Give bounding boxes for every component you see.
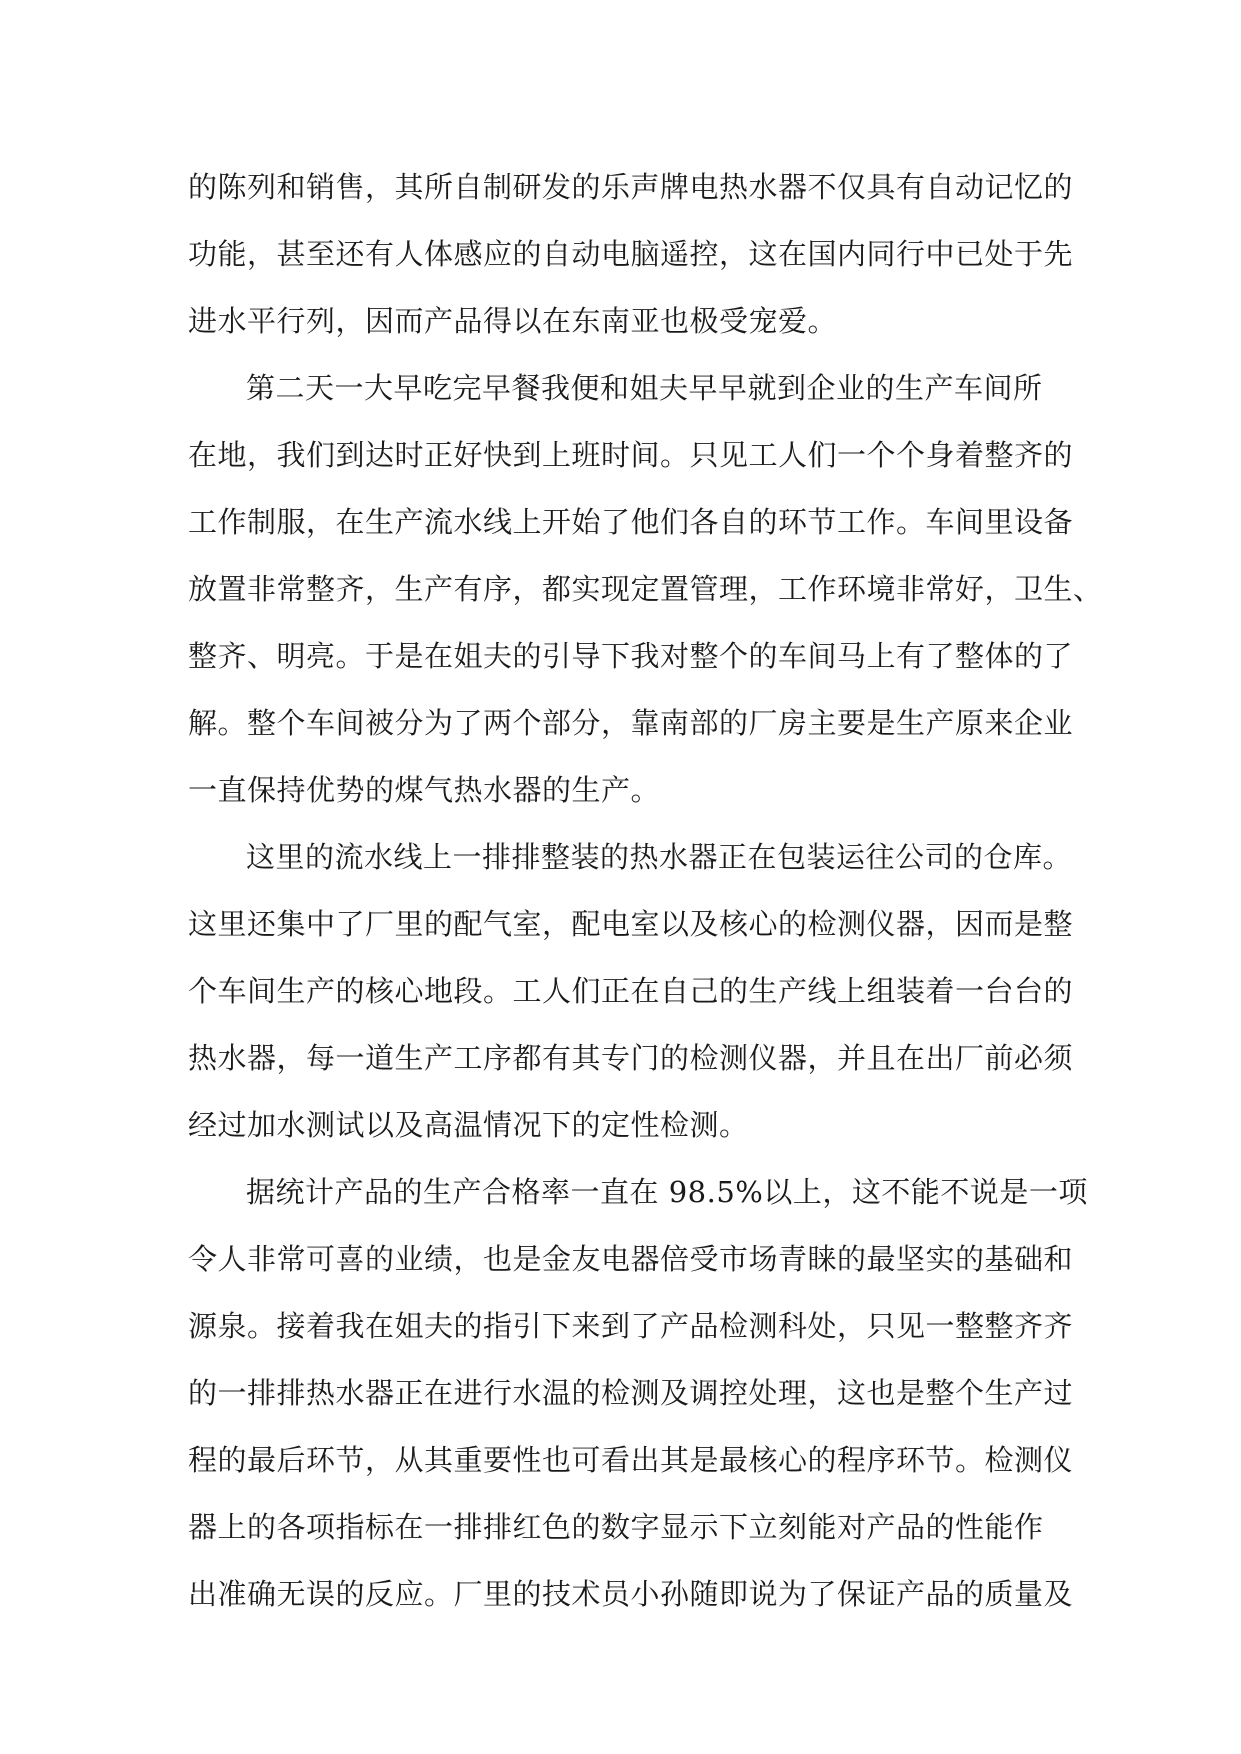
text-line: 个车间生产的核心地段。工人们正在自己的生产线上组装着一台台的: [188, 974, 1074, 1008]
text-line: 源泉。接着我在姐夫的指引下来到了产品检测科处，只见一整整齐齐: [188, 1309, 1074, 1343]
text-line: 功能，甚至还有人体感应的自动电脑遥控，这在国内同行中已处于先: [188, 237, 1074, 271]
text-line: 放置非常整齐，生产有序，都实现定置管理，工作环境非常好，卫生、: [188, 572, 1103, 606]
text-line: 出准确无误的反应。厂里的技术员小孙随即说为了保证产品的质量及: [188, 1577, 1074, 1611]
text-line: 器上的各项指标在一排排红色的数字显示下立刻能对产品的性能作: [188, 1510, 1044, 1544]
text-line: 进水平行列，因而产品得以在东南亚也极受宠爱。: [188, 304, 838, 338]
text-line: 这里还集中了厂里的配气室，配电室以及核心的检测仪器，因而是整: [188, 907, 1074, 941]
text-line: 的陈列和销售，其所自制研发的乐声牌电热水器不仅具有自动记忆的: [188, 170, 1074, 204]
text-line: 在地，我们到达时正好快到上班时间。只见工人们一个个身着整齐的: [188, 438, 1074, 472]
text-line: 程的最后环节，从其重要性也可看出其是最核心的程序环节。检测仪: [188, 1443, 1074, 1477]
paragraph-first-line: 第二天一大早吃完早餐我便和姐夫早早就到企业的生产车间所: [246, 371, 1043, 405]
paragraph-first-line: 据统计产品的生产合格率一直在 98.5%以上，这不能不说是一项: [246, 1175, 1088, 1209]
body-text: [188, 154, 1103, 1628]
text-line: 整齐、明亮。于是在姐夫的引导下我对整个的车间马上有了整体的了: [188, 639, 1074, 673]
text-line: 经过加水测试以及高温情况下的定性检测。: [188, 1108, 749, 1142]
text-line: 的一排排热水器正在进行水温的检测及调控处理，这也是整个生产过: [188, 1376, 1074, 1410]
paragraph-first-line: 这里的流水线上一排排整装的热水器正在包装运往公司的仓库。: [246, 840, 1073, 874]
text-line: 工作制服，在生产流水线上开始了他们各自的环节工作。车间里设备: [188, 505, 1074, 539]
text-line: 热水器，每一道生产工序都有其专门的检测仪器，并且在出厂前必须: [188, 1041, 1074, 1075]
text-line: 解。整个车间被分为了两个部分，靠南部的厂房主要是生产原来企业: [188, 706, 1074, 740]
text-line: 一直保持优势的煤气热水器的生产。: [188, 773, 661, 807]
text-line: 令人非常可喜的业绩，也是金友电器倍受市场青睐的最坚实的基础和: [188, 1242, 1074, 1276]
